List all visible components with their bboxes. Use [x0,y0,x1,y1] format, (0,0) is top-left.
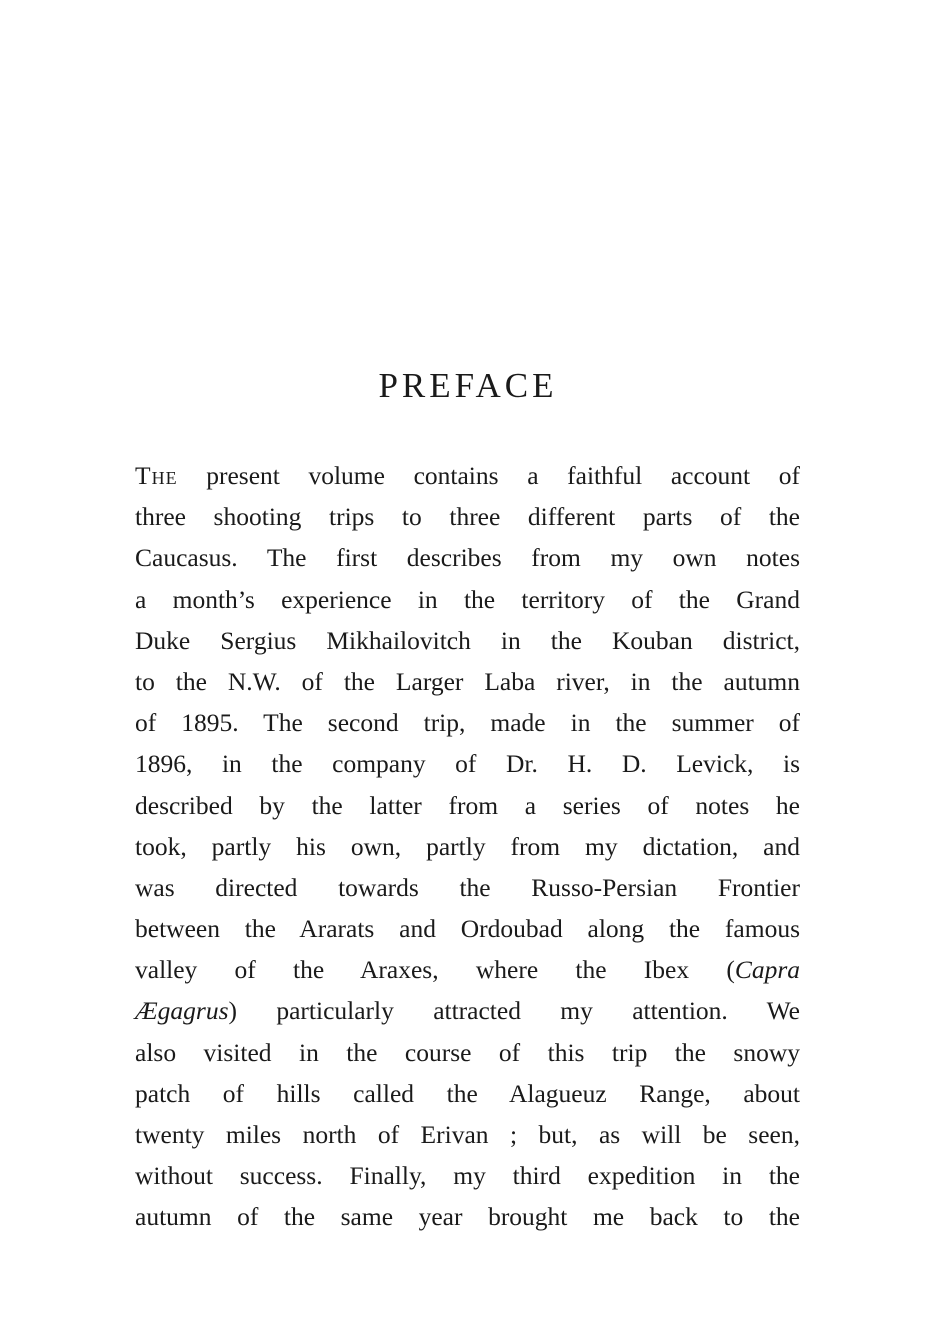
text-line: 1896, in the company of Dr. H. D. Levick, is [135,749,800,779]
text-line: patch of hills called the Alagueuz Range, about [135,1078,800,1108]
text-line: also visited in the course of this trip the snowy [135,1037,800,1067]
text-line: Caucasus. The first describes from my own notes [135,543,800,573]
text-line: The present volume contains a faithful account of [135,461,800,490]
text-line: a month’s experience in the territory of the Grand [135,584,800,614]
text-line: Duke Sergius Mikhailovitch in the Kouban district, [135,625,800,655]
preface-paragraph [135,455,800,1238]
text-line: Ægagrus) particularly attracted my attention. We [135,996,800,1026]
species-name-italic: Ægagrus [135,996,229,1026]
text-line: between the Ararats and Ordoubad along the famous [135,914,800,944]
species-name-italic: Capra [734,955,800,985]
text-line: to the N.W. of the Larger Laba river, in the autumn [135,666,800,696]
text-line: autumn of the same year brought me back to the [135,1202,800,1232]
text-line: of 1895. The second trip, made in the summer of [135,708,800,738]
text-line: twenty miles north of Erivan ; but, as will be seen, [135,1120,800,1149]
text-line: three shooting trips to three different parts of the [135,502,800,532]
text-line: was directed towards the Russo-Persian Frontier [135,872,800,902]
page-title: PREFACE [378,366,558,405]
lead-word: The [135,461,178,490]
text-line: described by the latter from a series of notes he [135,790,800,820]
text-line: without success. Finally, my third expedition in the [135,1161,800,1191]
text-line: valley of the Araxes, where the Ibex (Capra [135,955,800,985]
text-line: took, partly his own, partly from my dictation, and [135,831,800,861]
